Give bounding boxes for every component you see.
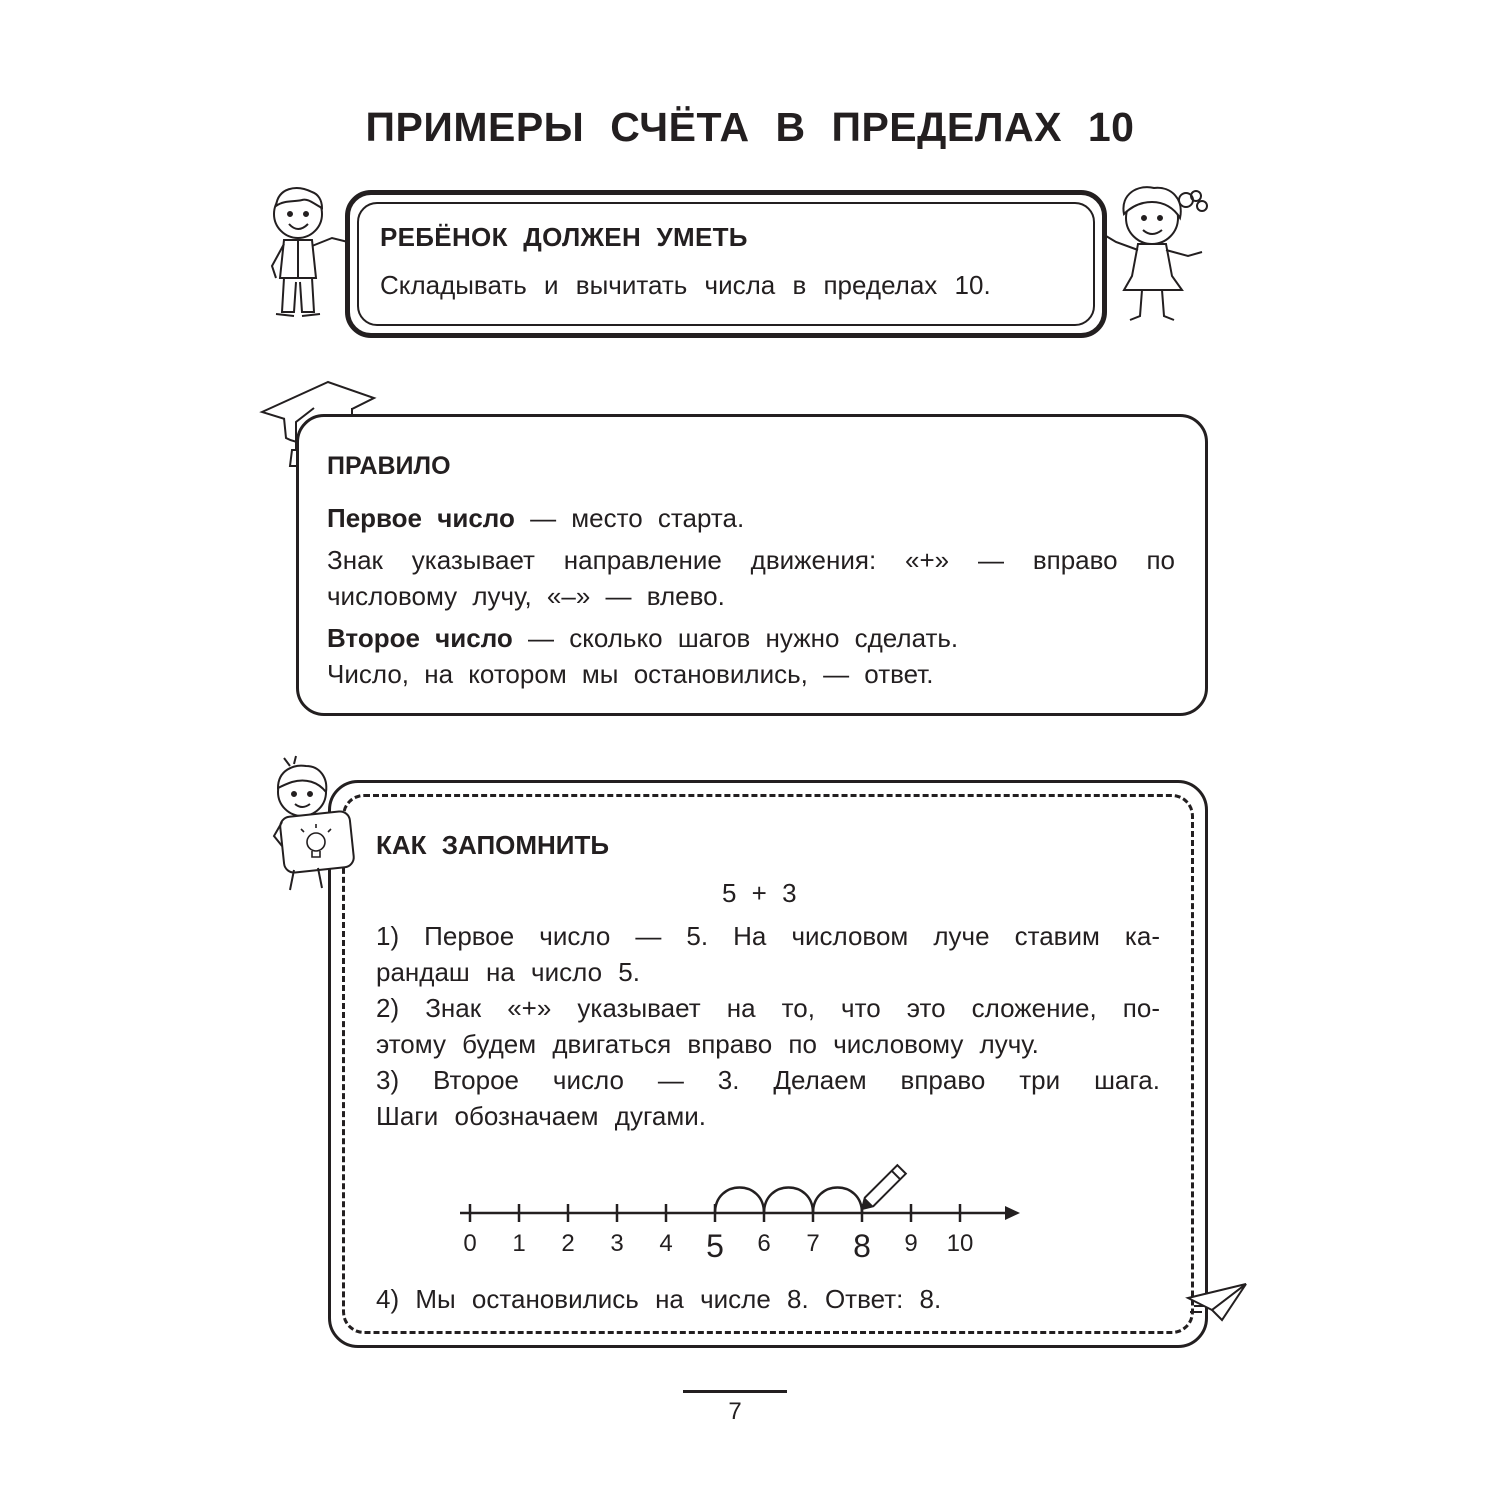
memo-step-3a: 3) Второе число — 3. Делаем вправо три шага. [376, 1065, 1160, 1095]
rule-heading: ПРАВИЛО [327, 452, 451, 480]
rule-line-sign: Знак указывает направление движения: «+» — вправо по числовому лучу, «–» — влево. [327, 545, 1175, 611]
paper-plane-icon [1186, 1280, 1250, 1324]
memo-step-1a: 1) Первое число — 5. На числовом луче ставим ка- [376, 921, 1160, 951]
girl-icon [1102, 180, 1220, 326]
page-number-rule [683, 1390, 787, 1393]
number-line-arrow [1005, 1206, 1020, 1220]
pencil-icon [858, 1165, 906, 1213]
memo-step-1b: рандаш на число 5. [376, 957, 640, 987]
number-line-label: 9 [904, 1230, 918, 1257]
skill-box-inner-border [357, 202, 1095, 326]
skill-box [345, 190, 1107, 338]
rule-text [327, 500, 1175, 692]
page-number: 7 [728, 1398, 742, 1425]
number-line-hop-arc [715, 1188, 764, 1214]
number-line-label: 8 [853, 1228, 871, 1264]
rule-line-second-number: Второе число — сколько шагов нужно сделать. [327, 623, 959, 653]
girl-with-sign-icon [262, 756, 362, 896]
boy-icon [262, 182, 354, 322]
number-line-label: 5 [706, 1228, 724, 1264]
rule-line-answer: Число, на котором мы остановились, — ответ. [327, 659, 934, 689]
memo-step-2b: этому будем двигаться вправо по числовому лучу. [376, 1029, 1039, 1059]
memo-heading: КАК ЗАПОМНИТЬ [376, 830, 610, 860]
number-line-label: 10 [946, 1230, 974, 1257]
number-line-label: 2 [561, 1230, 575, 1257]
rule-term-second-number: Второе число [327, 623, 513, 653]
number-line-hop-arc [764, 1188, 813, 1214]
number-line [460, 1150, 1040, 1264]
skill-heading: РЕБЁНОК ДОЛЖЕН УМЕТЬ [380, 222, 748, 252]
number-line-label: 3 [610, 1230, 624, 1257]
memo-step-4: 4) Мы остановились на числе 8. Ответ: 8. [376, 1284, 942, 1314]
page-title: ПРИМЕРЫ СЧЁТА В ПРЕДЕЛАХ 10 [365, 104, 1135, 150]
memo-equation: 5 + 3 [722, 878, 797, 908]
number-line-label: 1 [512, 1230, 526, 1257]
memo-steps [376, 918, 1160, 1134]
skill-text: Складывать и вычитать числа в пределах 10. [380, 270, 991, 300]
memo-step-3b: Шаги обозначаем дугами. [376, 1101, 706, 1131]
number-line-hop-arc [813, 1188, 862, 1214]
rule-line-first-number: Первое число — место старта. [327, 503, 745, 533]
rule-term-first-number: Первое число [327, 503, 515, 533]
number-line-label: 4 [659, 1230, 673, 1257]
number-line-label: 7 [806, 1230, 820, 1257]
number-line-label: 0 [463, 1230, 477, 1257]
number-line-label: 6 [757, 1230, 771, 1257]
memo-step-2a: 2) Знак «+» указывает на то, что это сложение, по- [376, 993, 1160, 1023]
